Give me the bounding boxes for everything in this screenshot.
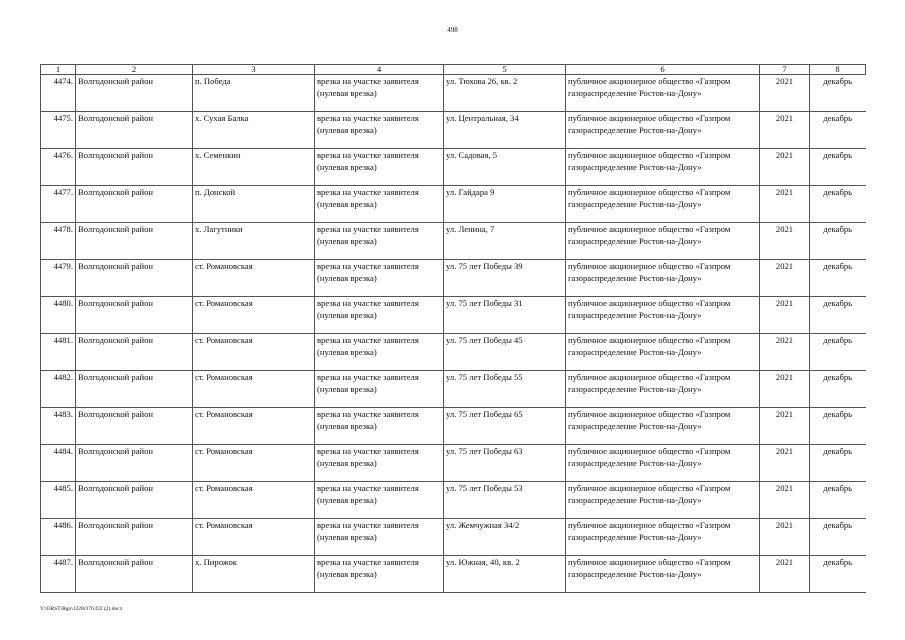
year-cell: 2021 (760, 371, 810, 408)
month-cell: декабрь (810, 112, 866, 149)
row-number-cell: 4485. (41, 482, 76, 519)
table-row (41, 445, 866, 482)
work-type-cell: врезка на участке заявителя (нулевая врезка) (315, 334, 444, 371)
page-number: 498 (447, 26, 458, 34)
work-type-cell: врезка на участке заявителя (нулевая врезка) (315, 556, 444, 593)
table-row (41, 371, 866, 408)
settlement-cell: ст. Романовская (193, 408, 315, 445)
row-number-cell: 4478. (41, 223, 76, 260)
month-cell: декабрь (810, 334, 866, 371)
address-cell: ул. 75 лет Победы 63 (444, 445, 566, 482)
district-cell: Волгодонской район (76, 408, 193, 445)
col-header: 5 (444, 65, 566, 75)
year-cell: 2021 (760, 260, 810, 297)
district-cell: Волгодонской район (76, 482, 193, 519)
work-type-cell: врезка на участке заявителя (нулевая врезка) (315, 149, 444, 186)
month-cell: декабрь (810, 149, 866, 186)
settlement-cell: ст. Романовская (193, 260, 315, 297)
year-cell: 2021 (760, 445, 810, 482)
year-cell: 2021 (760, 186, 810, 223)
district-cell: Волгодонской район (76, 371, 193, 408)
district-cell: Волгодонской район (76, 519, 193, 556)
year-cell: 2021 (760, 408, 810, 445)
table-row (41, 482, 866, 519)
row-number-cell: 4476. (41, 149, 76, 186)
month-cell: декабрь (810, 260, 866, 297)
month-cell: декабрь (810, 297, 866, 334)
address-cell: ул. 75 лет Победы 39 (444, 260, 566, 297)
file-path-footer: Y:\ORST\Rgo\1228r376.f22 (2).docx (40, 606, 123, 612)
organization-cell: публичное акционерное общество «Газпром газораспределение Ростов-на-Дону» (566, 112, 760, 149)
address-cell: ул. Тюхова 26, кв. 2 (444, 75, 566, 112)
settlement-cell: х. Пирожок (193, 556, 315, 593)
organization-cell: публичное акционерное общество «Газпром газораспределение Ростов-на-Дону» (566, 334, 760, 371)
organization-cell: публичное акционерное общество «Газпром газораспределение Ростов-на-Дону» (566, 260, 760, 297)
month-cell: декабрь (810, 482, 866, 519)
address-cell: ул. 75 лет Победы 55 (444, 371, 566, 408)
settlement-cell: ст. Романовская (193, 297, 315, 334)
work-type-cell: врезка на участке заявителя (нулевая врезка) (315, 408, 444, 445)
settlement-cell: ст. Романовская (193, 482, 315, 519)
organization-cell: публичное акционерное общество «Газпром газораспределение Ростов-на-Дону» (566, 556, 760, 593)
district-cell: Волгодонской район (76, 260, 193, 297)
organization-cell: публичное акционерное общество «Газпром газораспределение Ростов-на-Дону» (566, 408, 760, 445)
address-cell: ул. 75 лет Победы 31 (444, 297, 566, 334)
table-row (41, 112, 866, 149)
row-number-cell: 4481. (41, 334, 76, 371)
organization-cell: публичное акционерное общество «Газпром газораспределение Ростов-на-Дону» (566, 445, 760, 482)
table-row (41, 297, 866, 334)
table-row (41, 408, 866, 445)
row-number-cell: 4482. (41, 371, 76, 408)
district-cell: Волгодонской район (76, 445, 193, 482)
row-number-cell: 4487. (41, 556, 76, 593)
col-header: 3 (193, 65, 315, 75)
address-cell: ул. Жемчужная 34/2 (444, 519, 566, 556)
table-row (41, 334, 866, 371)
year-cell: 2021 (760, 112, 810, 149)
work-type-cell: врезка на участке заявителя (нулевая врезка) (315, 260, 444, 297)
col-header: 1 (41, 65, 76, 75)
work-type-cell: врезка на участке заявителя (нулевая врезка) (315, 519, 444, 556)
address-cell: ул. Центральная, 34 (444, 112, 566, 149)
work-type-cell: врезка на участке заявителя (нулевая врезка) (315, 482, 444, 519)
row-number-cell: 4474. (41, 75, 76, 112)
address-cell: ул. 75 лет Победы 65 (444, 408, 566, 445)
table-row (41, 149, 866, 186)
district-cell: Волгодонской район (76, 297, 193, 334)
year-cell: 2021 (760, 75, 810, 112)
district-cell: Волгодонской район (76, 334, 193, 371)
row-number-cell: 4483. (41, 408, 76, 445)
year-cell: 2021 (760, 556, 810, 593)
settlement-cell: ст. Романовская (193, 519, 315, 556)
address-cell: ул. 75 лет Победы 53 (444, 482, 566, 519)
col-header: 6 (566, 65, 760, 75)
organization-cell: публичное акционерное общество «Газпром газораспределение Ростов-на-Дону» (566, 519, 760, 556)
work-type-cell: врезка на участке заявителя (нулевая врезка) (315, 186, 444, 223)
month-cell: декабрь (810, 186, 866, 223)
settlement-cell: ст. Романовская (193, 445, 315, 482)
organization-cell: публичное акционерное общество «Газпром газораспределение Ростов-на-Дону» (566, 482, 760, 519)
table-row (41, 519, 866, 556)
organization-cell: публичное акционерное общество «Газпром газораспределение Ростов-на-Дону» (566, 75, 760, 112)
row-number-cell: 4486. (41, 519, 76, 556)
address-cell: ул. Садовая, 5 (444, 149, 566, 186)
row-number-cell: 4475. (41, 112, 76, 149)
table-row (41, 556, 866, 593)
address-cell: ул. Ленина, 7 (444, 223, 566, 260)
year-cell: 2021 (760, 482, 810, 519)
month-cell: декабрь (810, 556, 866, 593)
table-row (41, 260, 866, 297)
table-row (41, 75, 866, 112)
schedule-table (40, 64, 866, 593)
row-number-cell: 4479. (41, 260, 76, 297)
organization-cell: публичное акционерное общество «Газпром газораспределение Ростов-на-Дону» (566, 371, 760, 408)
month-cell: декабрь (810, 445, 866, 482)
col-header: 2 (76, 65, 193, 75)
work-type-cell: врезка на участке заявителя (нулевая врезка) (315, 223, 444, 260)
work-type-cell: врезка на участке заявителя (нулевая врезка) (315, 445, 444, 482)
district-cell: Волгодонской район (76, 112, 193, 149)
year-cell: 2021 (760, 297, 810, 334)
column-number-header (41, 65, 866, 75)
year-cell: 2021 (760, 334, 810, 371)
col-header: 4 (315, 65, 444, 75)
row-number-cell: 4477. (41, 186, 76, 223)
month-cell: декабрь (810, 223, 866, 260)
district-cell: Волгодонской район (76, 556, 193, 593)
organization-cell: публичное акционерное общество «Газпром газораспределение Ростов-на-Дону» (566, 223, 760, 260)
work-type-cell: врезка на участке заявителя (нулевая врезка) (315, 371, 444, 408)
year-cell: 2021 (760, 223, 810, 260)
district-cell: Волгодонской район (76, 186, 193, 223)
address-cell: ул. 75 лет Победы 45 (444, 334, 566, 371)
month-cell: декабрь (810, 408, 866, 445)
settlement-cell: ст. Романовская (193, 371, 315, 408)
work-type-cell: врезка на участке заявителя (нулевая врезка) (315, 112, 444, 149)
organization-cell: публичное акционерное общество «Газпром газораспределение Ростов-на-Дону» (566, 149, 760, 186)
settlement-cell: ст. Романовская (193, 334, 315, 371)
settlement-cell: п. Донской (193, 186, 315, 223)
col-header: 8 (810, 65, 866, 75)
district-cell: Волгодонской район (76, 223, 193, 260)
work-type-cell: врезка на участке заявителя (нулевая врезка) (315, 297, 444, 334)
settlement-cell: х. Лагутники (193, 223, 315, 260)
month-cell: декабрь (810, 371, 866, 408)
year-cell: 2021 (760, 519, 810, 556)
organization-cell: публичное акционерное общество «Газпром газораспределение Ростов-на-Дону» (566, 297, 760, 334)
work-type-cell: врезка на участке заявителя (нулевая врезка) (315, 75, 444, 112)
month-cell: декабрь (810, 75, 866, 112)
year-cell: 2021 (760, 149, 810, 186)
settlement-cell: х. Семенкин (193, 149, 315, 186)
table-row (41, 186, 866, 223)
table-row (41, 223, 866, 260)
row-number-cell: 4484. (41, 445, 76, 482)
settlement-cell: х. Сухая Балка (193, 112, 315, 149)
organization-cell: публичное акционерное общество «Газпром газораспределение Ростов-на-Дону» (566, 186, 760, 223)
address-cell: ул. Гайдара 9 (444, 186, 566, 223)
district-cell: Волгодонской район (76, 75, 193, 112)
month-cell: декабрь (810, 519, 866, 556)
address-cell: ул. Южная, 40, кв. 2 (444, 556, 566, 593)
district-cell: Волгодонской район (76, 149, 193, 186)
settlement-cell: п. Победа (193, 75, 315, 112)
col-header: 7 (760, 65, 810, 75)
row-number-cell: 4480. (41, 297, 76, 334)
